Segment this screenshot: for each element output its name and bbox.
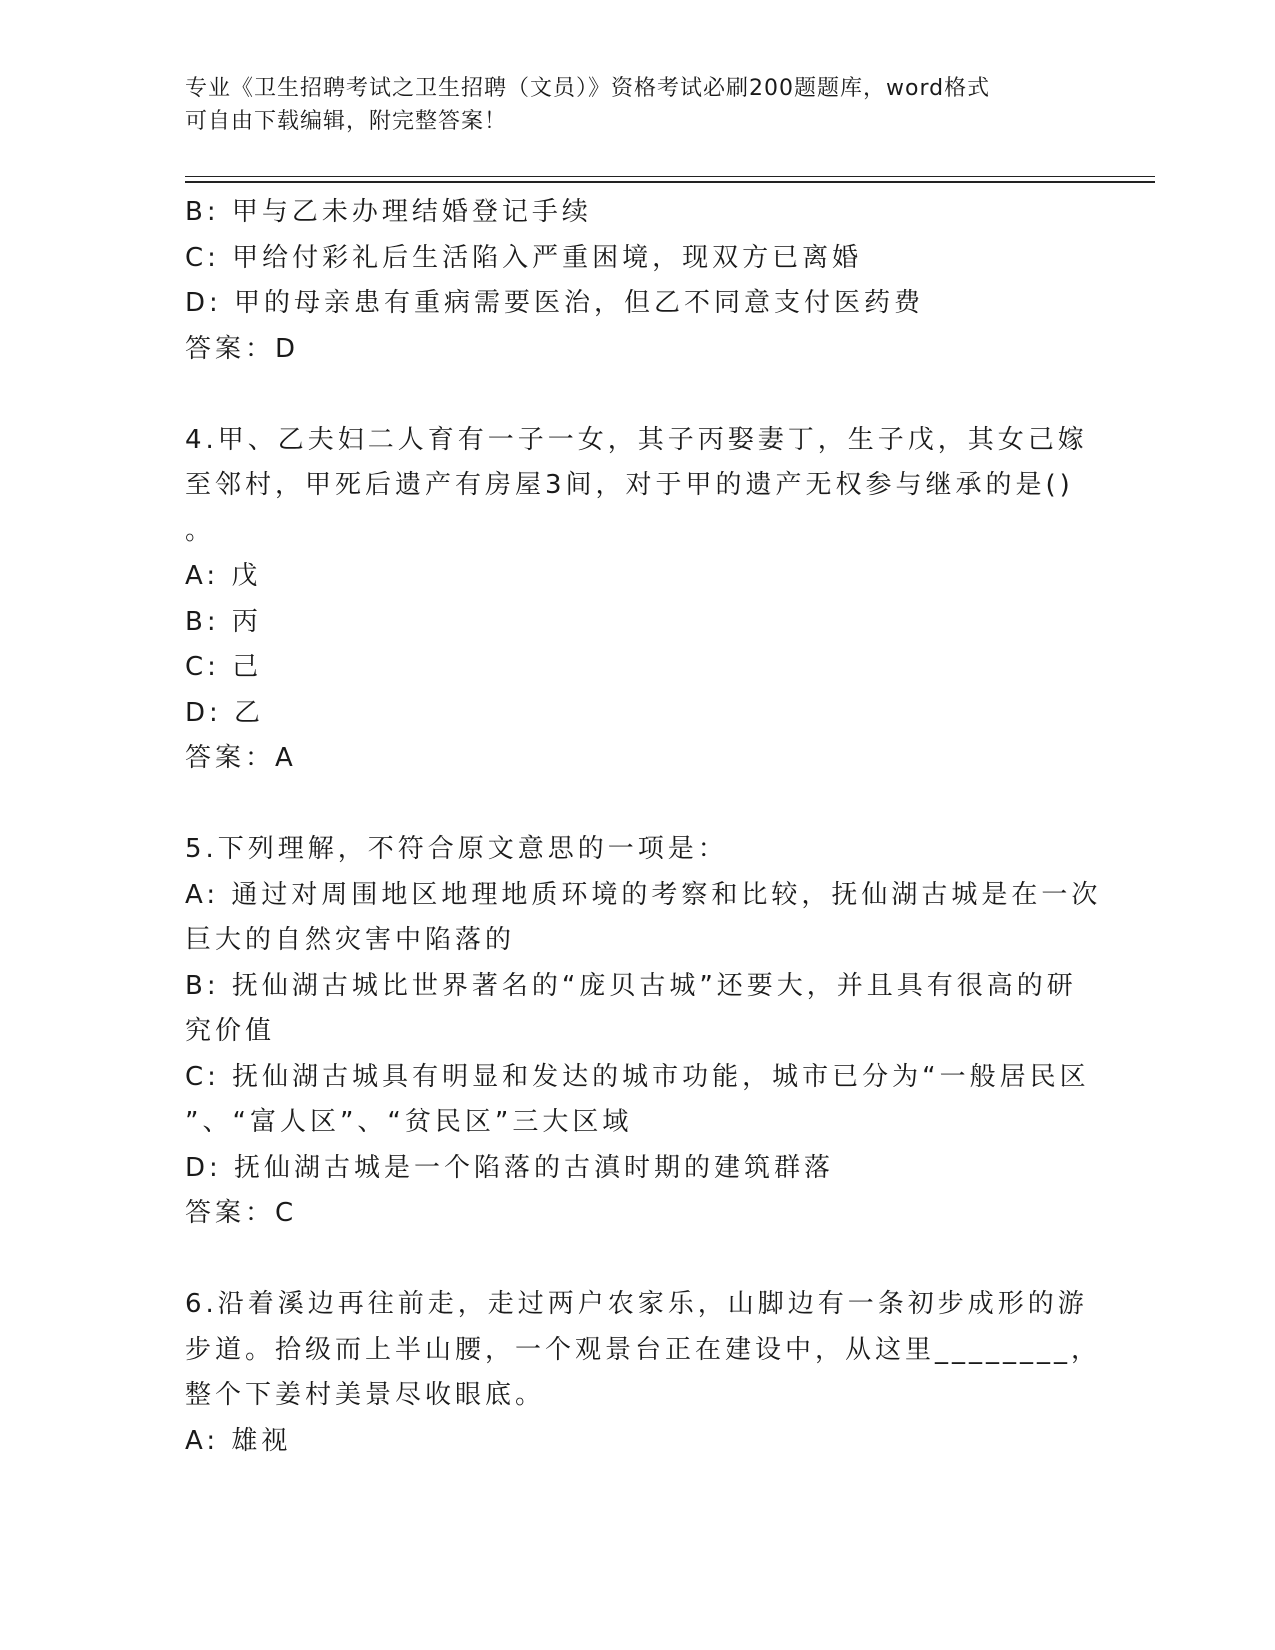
header-divider-thick: [185, 181, 1155, 183]
header-line-1: 专业《卫生招聘考试之卫生招聘（文员）》资格考试必刷200题题库，word格式: [185, 76, 991, 101]
question-4: [185, 418, 1088, 782]
spacer: [185, 1237, 1085, 1283]
option-b: B: 丙: [185, 606, 262, 637]
question-5: [185, 827, 1102, 1237]
question-6: [185, 1282, 1102, 1464]
option-b-line-2: 究价值: [185, 1016, 276, 1046]
option-c-line-1: C: 抚仙湖古城具有明显和发达的城市功能，城市已分为“一般居民区: [185, 1061, 1090, 1092]
option-c: C: 己: [185, 652, 263, 682]
question-stem-line: 步道。拾级而上半山腰，一个观景台正在建设中，从这里________，: [185, 1334, 1102, 1365]
option-d: D: 乙: [185, 697, 265, 728]
answer: 答案：D: [185, 333, 300, 364]
question-stem-line: 5.下列理解，不符合原文意思的一项是：: [185, 834, 728, 864]
question-stem-line: 6.沿着溪边再往前走，走过两户农家乐，山脚边有一条初步成形的游: [185, 1289, 1088, 1319]
option-a-line-1: A: 通过对周围地区地理地质环境的考察和比较，抚仙湖古城是在一次: [185, 879, 1102, 910]
question-stem-line: 至邻村，甲死后遗产有房屋3间，对于甲的遗产无权参与继承的是(): [185, 470, 1074, 500]
option-a: A: 雄视: [185, 1425, 292, 1456]
option-d: D: 甲的母亲患有重病需要医治，但乙不同意支付医药费: [185, 288, 925, 318]
option-b-line-1: B: 抚仙湖古城比世界著名的“庞贝古城”还要大，并且具有很高的研: [185, 970, 1077, 1001]
question-stem-line: 整个下姜村美景尽收眼底。: [185, 1380, 546, 1410]
spacer: [185, 782, 1085, 828]
header-line-2: 可自由下载编辑，附完整答案！: [185, 109, 508, 134]
answer: 答案：A: [185, 743, 297, 773]
spacer: [185, 372, 1085, 418]
option-c: C: 甲给付彩礼后生活陷入严重困境，现双方已离婚: [185, 242, 863, 273]
question-stem-line: 4.甲、乙夫妇二人育有一子一女，其子丙娶妻丁，生子戊，其女己嫁: [185, 424, 1088, 455]
document-body: [185, 190, 1102, 1464]
answer: 答案：C: [185, 1198, 298, 1228]
question-3: [185, 190, 1085, 372]
question-stem-line: 。: [185, 515, 216, 546]
option-b: B: 甲与乙未办理结婚登记手续: [185, 197, 592, 227]
option-a-line-2: 巨大的自然灾害中陷落的: [185, 925, 516, 955]
option-d: D: 抚仙湖古城是一个陷落的古滇时期的建筑群落: [185, 1152, 835, 1183]
option-c-line-2: ”、“富人区”、“贫民区”三大区域: [185, 1107, 633, 1137]
option-a: A: 戊: [185, 561, 262, 591]
document-header: [185, 72, 1065, 138]
header-divider-thin: [185, 176, 1155, 177]
